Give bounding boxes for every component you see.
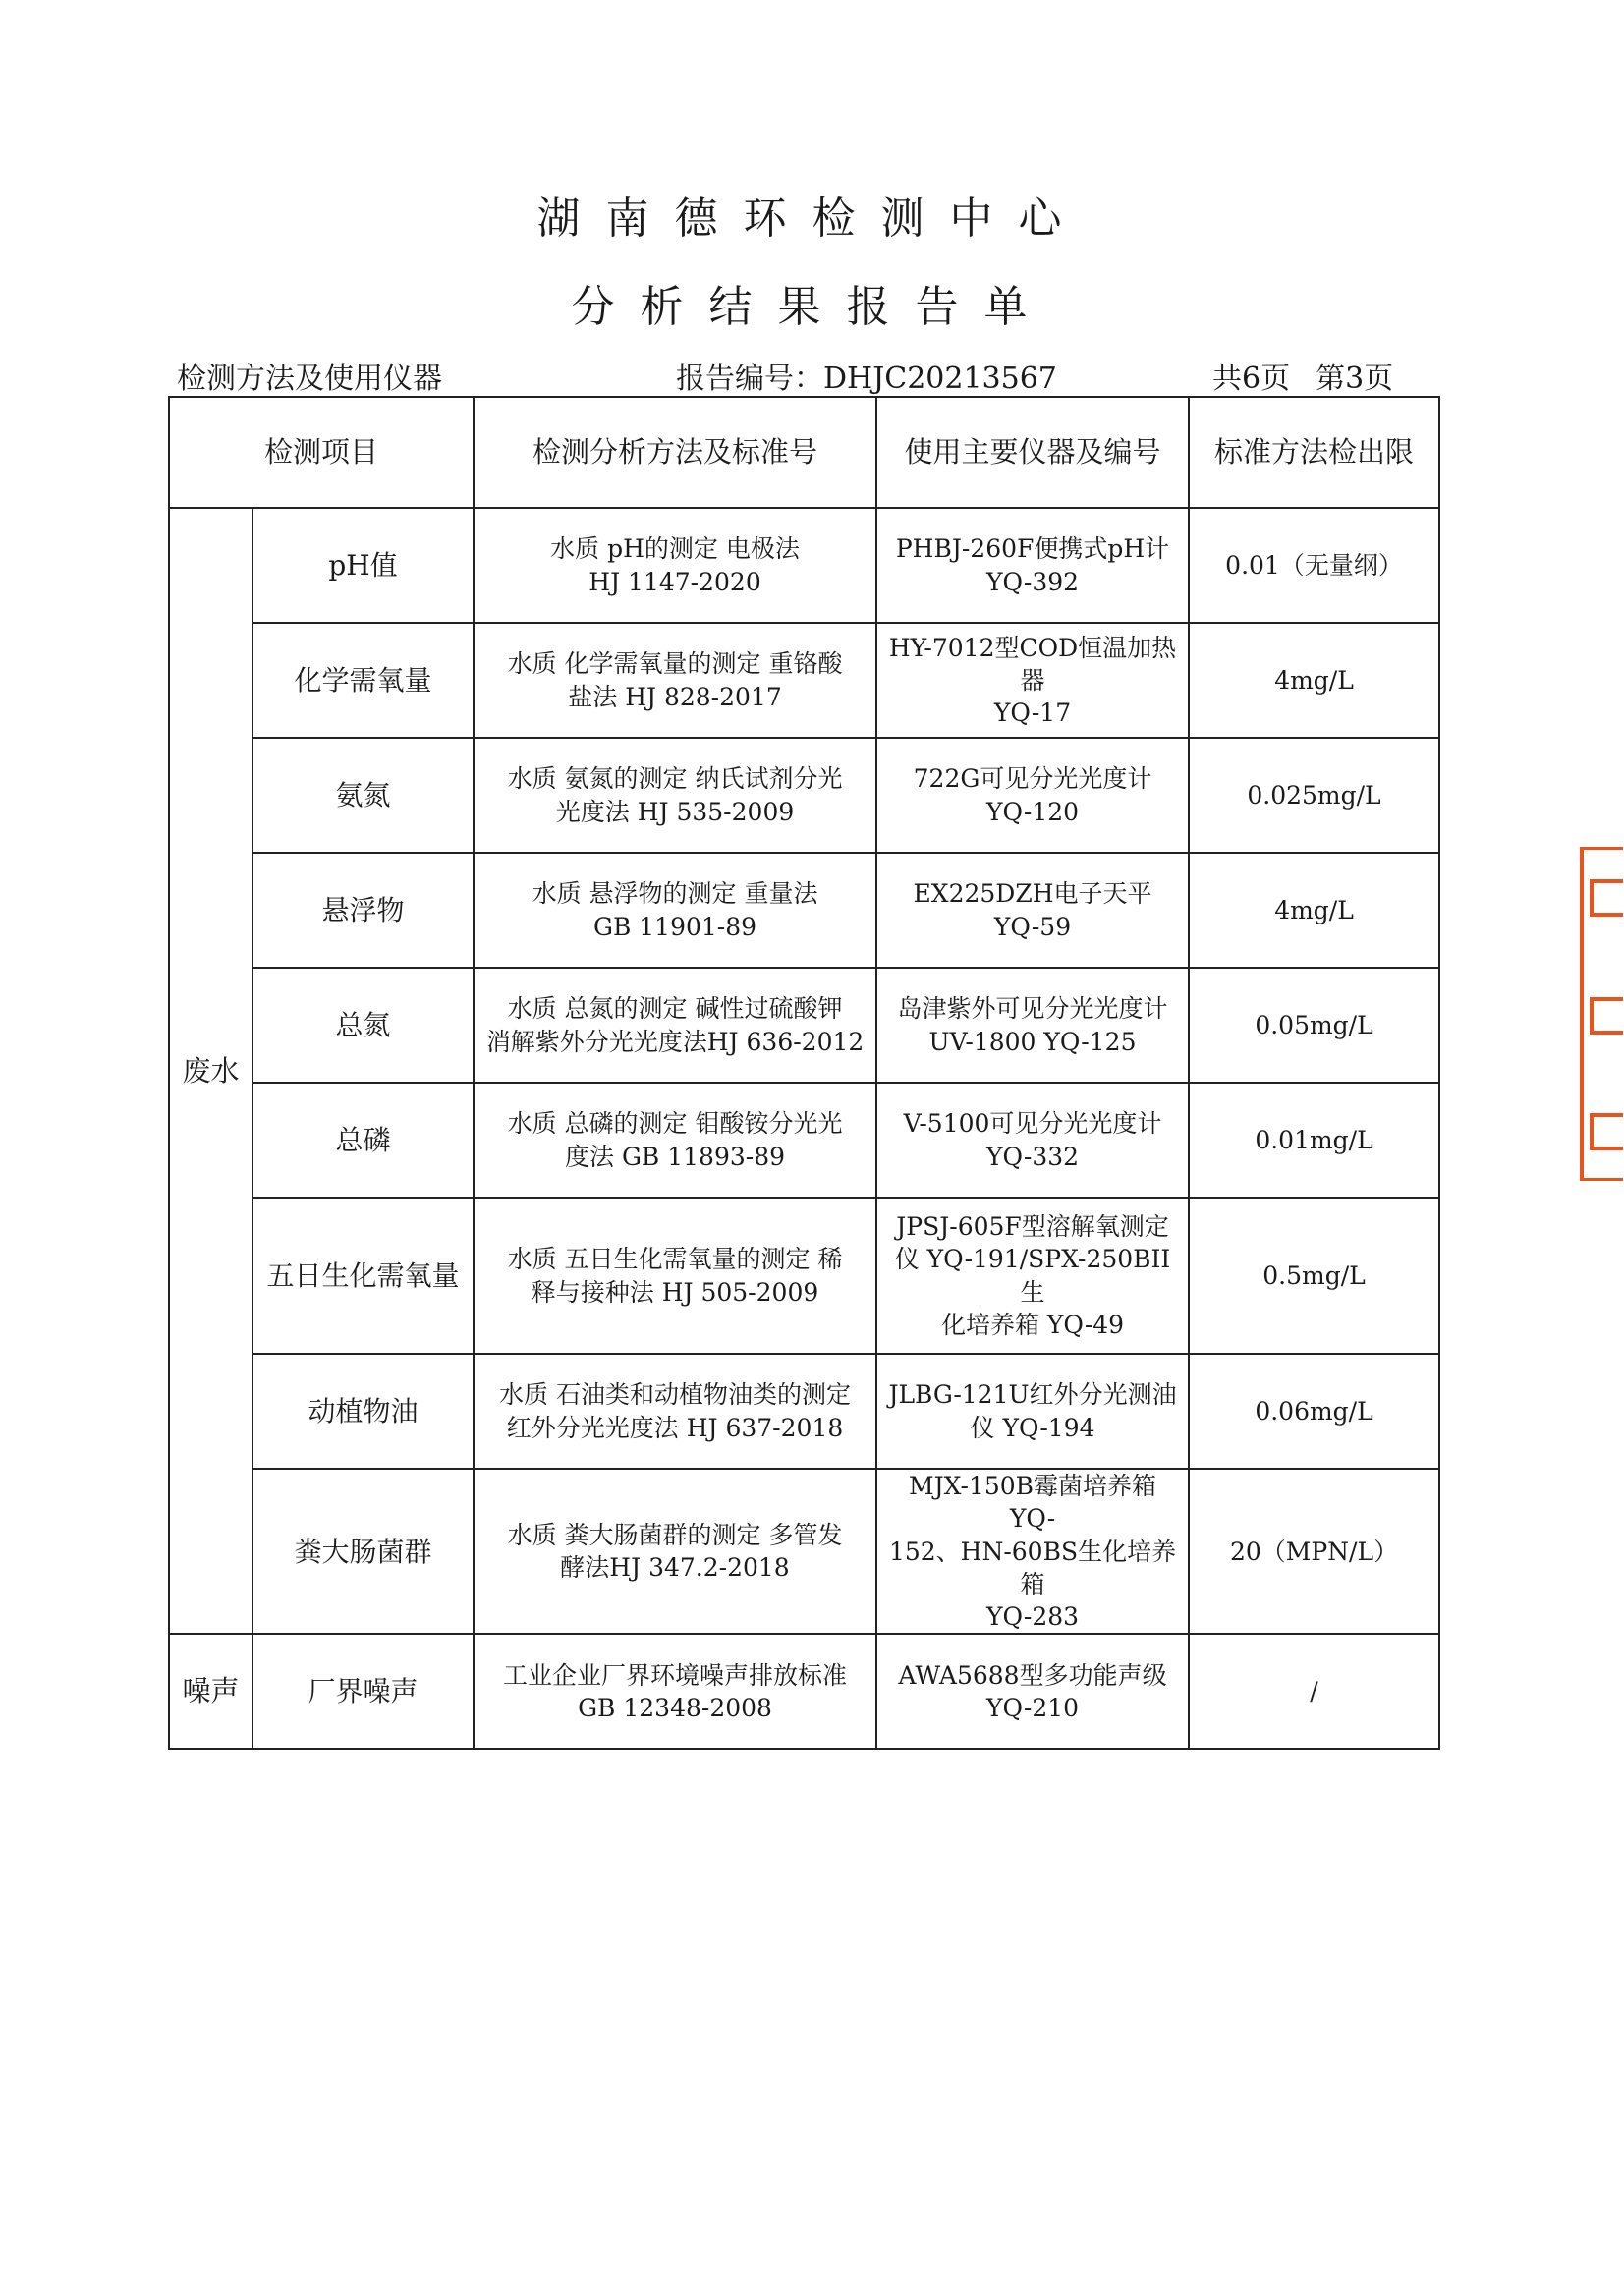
instrument-cell: JPSJ-605F型溶解氧测定 仪 YQ-191/SPX-250BII生 化培养箱 YQ-49 <box>876 1198 1189 1354</box>
method-cell: 水质 五日生化需氧量的测定 稀 释与接种法 HJ 505-2009 <box>474 1198 876 1354</box>
instrument-cell: V-5100可见分光光度计 YQ-332 <box>876 1083 1189 1198</box>
method-cell: 水质 pH的测定 电极法 HJ 1147-2020 <box>474 508 876 623</box>
col-header-instrument: 使用主要仪器及编号 <box>876 397 1189 508</box>
method-instrument-table <box>168 396 1440 1750</box>
method-cell: 水质 总氮的测定 碱性过硫酸钾 消解紫外分光光度法HJ 636-2012 <box>474 968 876 1083</box>
category-noise: 噪声 <box>169 1634 252 1749</box>
col-header-method: 检测分析方法及标准号 <box>474 397 876 508</box>
limit-cell: 4mg/L <box>1189 853 1439 968</box>
table-row <box>169 1083 1439 1198</box>
instrument-cell: MJX-150B霉菌培养箱 YQ- 152、HN-60BS生化培养箱 YQ-283 <box>876 1469 1189 1634</box>
table-row <box>169 1634 1439 1749</box>
method-cell: 水质 化学需氧量的测定 重铬酸 盐法 HJ 828-2017 <box>474 623 876 738</box>
limit-cell: / <box>1189 1634 1439 1749</box>
method-cell: 水质 悬浮物的测定 重量法 GB 11901-89 <box>474 853 876 968</box>
instrument-cell: 岛津紫外可见分光光度计 UV-1800 YQ-125 <box>876 968 1189 1083</box>
item-cell: 悬浮物 <box>252 853 474 968</box>
table-header-row <box>169 397 1439 508</box>
instrument-cell: 722G可见分光光度计 YQ-120 <box>876 738 1189 853</box>
table-row <box>169 853 1439 968</box>
col-header-limit: 标准方法检出限 <box>1189 397 1439 508</box>
report-number-label: 报告编号： <box>676 362 823 396</box>
org-title: 湖南德环检测中心 <box>536 194 1088 244</box>
method-cell: 水质 氨氮的测定 纳氏试剂分光 光度法 HJ 535-2009 <box>474 738 876 853</box>
item-cell: 五日生化需氧量 <box>252 1198 474 1354</box>
item-cell: 粪大肠菌群 <box>252 1469 474 1634</box>
table-row <box>169 1198 1439 1354</box>
method-cell: 水质 粪大肠菌群的测定 多管发 酵法HJ 347.2-2018 <box>474 1469 876 1634</box>
instrument-cell: HY-7012型COD恒温加热器 YQ-17 <box>876 623 1189 738</box>
method-cell: 水质 总磷的测定 钼酸铵分光光 度法 GB 11893-89 <box>474 1083 876 1198</box>
table-row <box>169 1469 1439 1634</box>
report-number-value: DHJC20213567 <box>823 362 1057 396</box>
item-cell: 总磷 <box>252 1083 474 1198</box>
limit-cell: 0.05mg/L <box>1189 968 1439 1083</box>
report-number <box>676 354 1057 397</box>
item-cell: 总氮 <box>252 968 474 1083</box>
method-cell: 水质 石油类和动植物油类的测定 红外分光光度法 HJ 637-2018 <box>474 1354 876 1469</box>
instrument-cell: AWA5688型多功能声级 YQ-210 <box>876 1634 1189 1749</box>
limit-cell: 0.06mg/L <box>1189 1354 1439 1469</box>
table-row <box>169 968 1439 1083</box>
item-cell: 氨氮 <box>252 738 474 853</box>
total-pages: 共6页 <box>1212 362 1291 396</box>
section-label: 检测方法及使用仪器 <box>177 362 442 396</box>
table-row <box>169 623 1439 738</box>
table-row <box>169 1354 1439 1469</box>
limit-cell: 0.025mg/L <box>1189 738 1439 853</box>
instrument-cell: EX225DZH电子天平 YQ-59 <box>876 853 1189 968</box>
seal-stamp-fragment <box>1580 847 1623 1181</box>
item-cell: 化学需氧量 <box>252 623 474 738</box>
limit-cell: 0.5mg/L <box>1189 1198 1439 1354</box>
page-info <box>1212 354 1393 397</box>
category-wastewater: 废水 <box>169 508 252 1634</box>
limit-cell: 0.01mg/L <box>1189 1083 1439 1198</box>
item-cell: 厂界噪声 <box>252 1634 474 1749</box>
limit-cell: 20（MPN/L） <box>1189 1469 1439 1634</box>
report-title: 分析结果报告单 <box>571 282 1053 332</box>
item-cell: pH值 <box>252 508 474 623</box>
table-row <box>169 508 1439 623</box>
instrument-cell: JLBG-121U红外分光测油 仪 YQ-194 <box>876 1354 1189 1469</box>
table-row <box>169 738 1439 853</box>
page-number: 第3页 <box>1316 362 1394 396</box>
limit-cell: 4mg/L <box>1189 623 1439 738</box>
item-cell: 动植物油 <box>252 1354 474 1469</box>
instrument-cell: PHBJ-260F便携式pH计 YQ-392 <box>876 508 1189 623</box>
limit-cell: 0.01（无量纲） <box>1189 508 1439 623</box>
col-header-item: 检测项目 <box>169 397 474 508</box>
method-cell: 工业企业厂界环境噪声排放标准 GB 12348-2008 <box>474 1634 876 1749</box>
